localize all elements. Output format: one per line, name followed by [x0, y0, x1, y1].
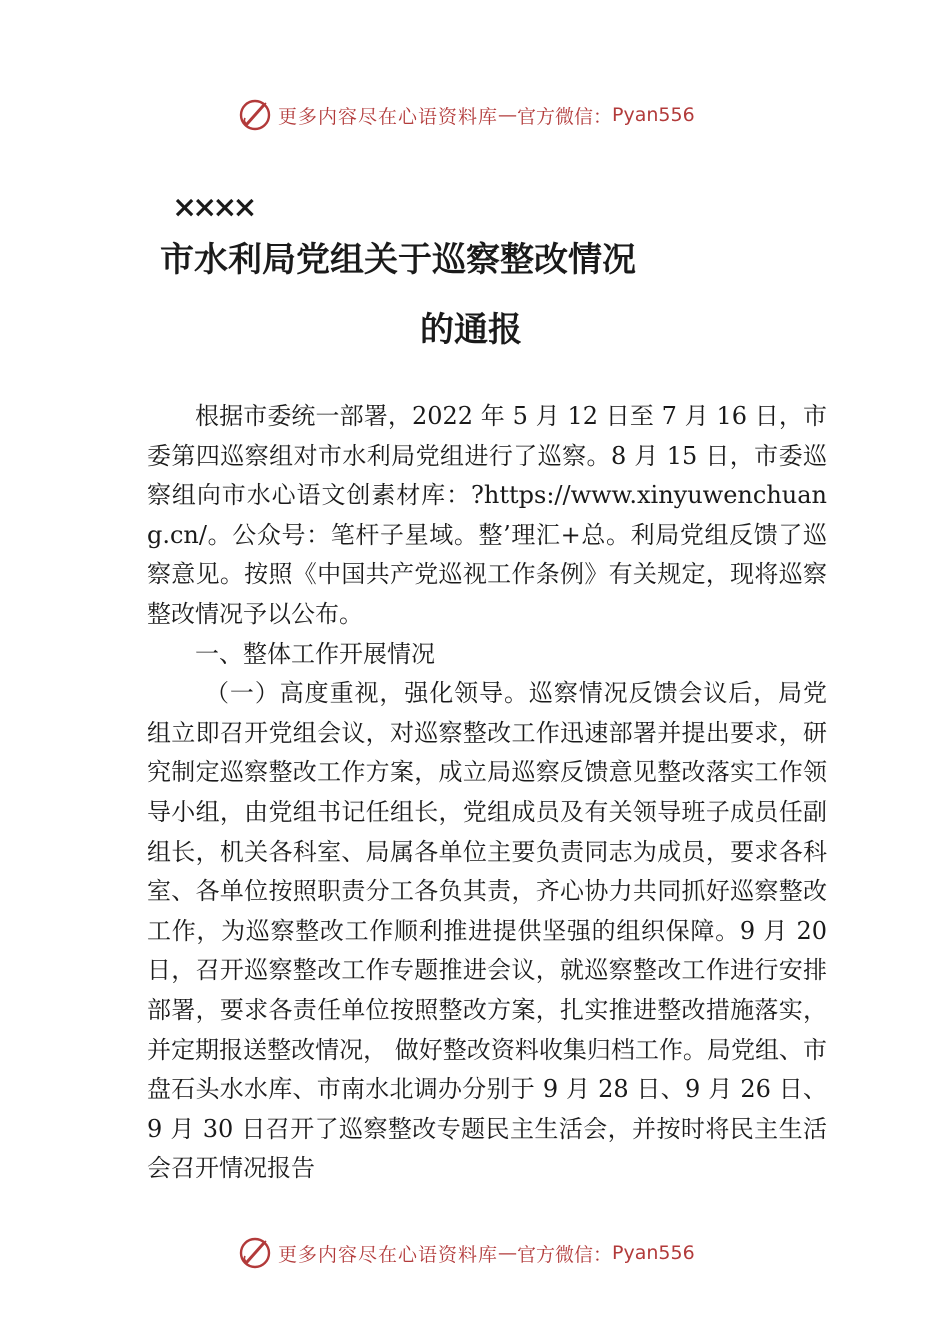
paragraph-intro: 根据市委统一部署，2022 年 5 月 12 日至 7 月 16 日，市委第四巡察组对市水利局党组进行了巡察。8 月 15 日，市委巡察组向市水心语文创素材库：?https://www.xinyuwenchuang.cn/。公众号：笔杆子星域。整’理汇+总。利局党组反馈了巡察意见。按照《中国共产党巡视工作条例》有关规定，现将巡察整改情况予以公布。: [147, 402, 827, 628]
section-heading-1: 一、整体工作开展情况: [195, 639, 435, 668]
watermark-wechat-label: 官方微信：: [517, 105, 613, 128]
watermark-wechat-id: Pyan556: [612, 104, 695, 126]
watermark-brand: 更多内容尽在心语资料库: [278, 105, 499, 128]
brush-logo-icon: [238, 1236, 272, 1270]
document-title-line1: 市水利局党组关于巡察整改情况: [160, 240, 636, 280]
watermark-banner-bottom: [238, 1233, 695, 1273]
document-body: [147, 397, 827, 1189]
brush-logo-icon: [238, 98, 272, 132]
watermark-separator: —: [498, 1242, 518, 1264]
watermark-wechat-label: 官方微信：: [517, 1243, 613, 1266]
paragraph-section-1-1: （一）高度重视，强化领导。巡察情况反馈会议后，局党组立即召开党组会议，对巡察整改工作迅速部署并提出要求，研究制定巡察整改工作方案，成立局巡察反馈意见整改落实工作领导小组，由党组书记任组长，党组成员及有关领导班子成员任副组长，机关各科室、局属各单位主要负责同志为成员，要求各科室、各单位按照职责分工各负其责，齐心协力共同抓好巡察整改工作，为巡察整改工作顺利推进提供坚强的组织保障。9 月 20 日，召开巡察整改工作专题推进会议，就巡察整改工作进行安排部署，要求各责任单位按照整改方案，扎实推进整改措施落实，并定期报送整改情况， 做好整改资料收集归档工作。局党组、市盘石头水水库、市南水北调办分别于 9 月 28 日、9 月 26 日、9 月 30 日召开了巡察整改专题民主生活会，并按时将民主生活会召开情况报告: [147, 679, 827, 1183]
watermark-brand: 更多内容尽在心语资料库: [278, 1243, 499, 1266]
watermark-separator: —: [498, 104, 518, 126]
document-title-line2: 的通报: [420, 310, 522, 350]
title-prefix: ××××: [172, 190, 253, 225]
watermark-wechat-id: Pyan556: [612, 1242, 695, 1264]
watermark-banner-top: [238, 95, 695, 135]
